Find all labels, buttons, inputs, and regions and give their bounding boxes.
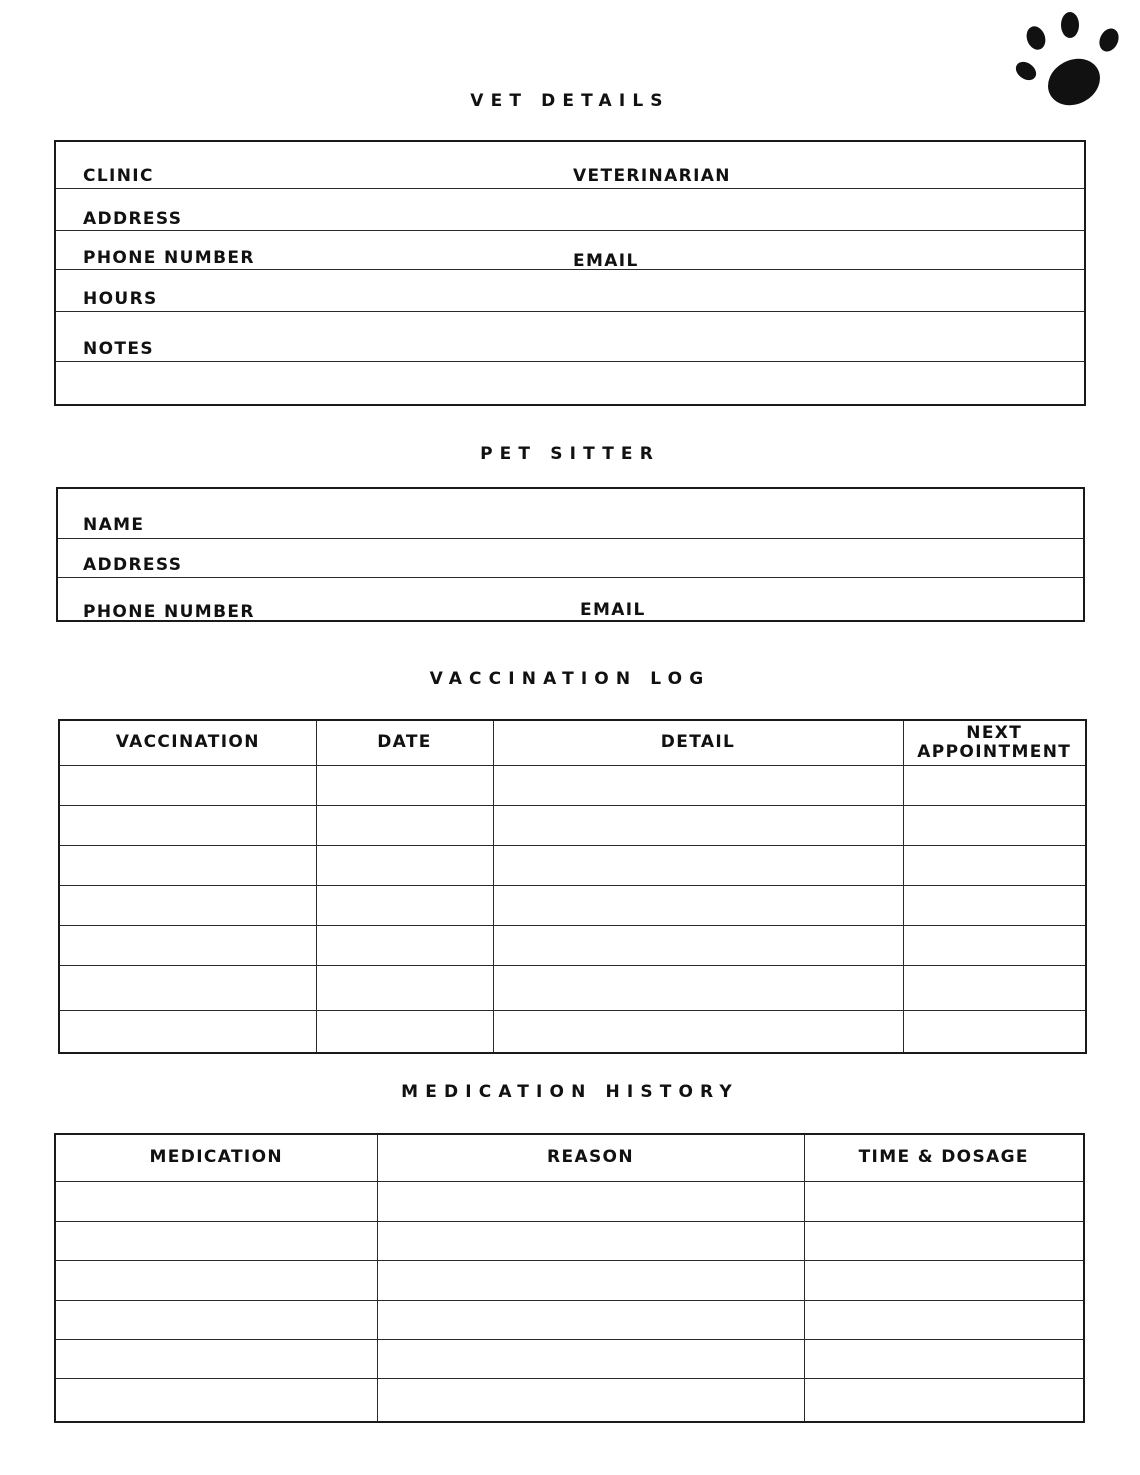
table-cell[interactable]: [804, 1339, 1084, 1378]
table-cell[interactable]: [903, 845, 1086, 885]
table-cell[interactable]: [804, 1378, 1084, 1422]
table-cell[interactable]: [316, 925, 493, 965]
table-cell[interactable]: [55, 1260, 377, 1300]
table-cell[interactable]: [59, 765, 316, 805]
table-cell[interactable]: [493, 885, 903, 925]
table-cell[interactable]: [903, 965, 1086, 1010]
vaccination-header-row: [59, 720, 1086, 765]
table-cell[interactable]: [59, 1010, 316, 1053]
vet-address-label: ADDRESS: [83, 209, 183, 229]
table-cell[interactable]: [493, 1010, 903, 1053]
sitter-phone-label: PHONE NUMBER: [83, 602, 255, 622]
table-cell[interactable]: [55, 1181, 377, 1221]
sitter-row-name: [58, 489, 1083, 539]
table-row: [55, 1221, 1084, 1260]
table-cell[interactable]: [804, 1300, 1084, 1339]
table-cell[interactable]: [377, 1181, 804, 1221]
medication-col-header: MEDICATION: [55, 1134, 377, 1181]
table-cell[interactable]: [59, 805, 316, 845]
table-cell[interactable]: [377, 1260, 804, 1300]
table-cell[interactable]: [316, 845, 493, 885]
table-cell[interactable]: [493, 765, 903, 805]
table-cell[interactable]: [903, 765, 1086, 805]
table-cell[interactable]: [55, 1221, 377, 1260]
vaccination-log-title: VACCINATION LOG: [429, 669, 711, 689]
table-cell[interactable]: [55, 1300, 377, 1339]
medication-history-title: MEDICATION HISTORY: [401, 1082, 739, 1102]
table-cell[interactable]: [903, 885, 1086, 925]
next-appointment-col-header: [903, 720, 1086, 765]
clinic-label: CLINIC: [83, 166, 154, 186]
table-cell[interactable]: [903, 805, 1086, 845]
reason-col-header: REASON: [377, 1134, 804, 1181]
table-cell[interactable]: [316, 1010, 493, 1053]
table-cell[interactable]: [377, 1339, 804, 1378]
vet-row-notes: [56, 312, 1084, 362]
hours-label: HOURS: [83, 289, 158, 309]
table-cell[interactable]: [903, 925, 1086, 965]
table-cell[interactable]: [493, 845, 903, 885]
table-row: [55, 1339, 1084, 1378]
vet-details-title: VET DETAILS: [470, 91, 670, 111]
table-cell[interactable]: [493, 805, 903, 845]
sitter-row-address: [58, 539, 1083, 578]
table-cell[interactable]: [804, 1260, 1084, 1300]
vet-row-hours: [56, 270, 1084, 312]
vet-row-clinic: [56, 142, 1084, 189]
table-cell[interactable]: [59, 925, 316, 965]
next-appointment-line-1: NEXT: [966, 722, 1023, 743]
table-cell[interactable]: [377, 1378, 804, 1422]
table-cell[interactable]: [493, 965, 903, 1010]
table-row: [59, 885, 1086, 925]
table-cell[interactable]: [316, 765, 493, 805]
table-cell[interactable]: [59, 965, 316, 1010]
table-cell[interactable]: [804, 1221, 1084, 1260]
veterinarian-label: VETERINARIAN: [573, 166, 731, 186]
table-row: [59, 805, 1086, 845]
table-cell[interactable]: [804, 1181, 1084, 1221]
pet-sitter-box: [56, 487, 1085, 622]
table-cell[interactable]: [377, 1221, 804, 1260]
table-cell[interactable]: [316, 805, 493, 845]
sitter-address-label: ADDRESS: [83, 555, 183, 575]
vaccination-log-table: [58, 719, 1087, 1054]
vet-details-box: [54, 140, 1086, 406]
vet-phone-label: PHONE NUMBER: [83, 248, 255, 268]
table-cell[interactable]: [316, 885, 493, 925]
next-appointment-line-2: APPOINTMENT: [917, 741, 1072, 762]
table-row: [59, 845, 1086, 885]
table-row: [55, 1300, 1084, 1339]
table-row: [59, 765, 1086, 805]
table-row: [59, 1010, 1086, 1053]
time-dosage-col-header: TIME & DOSAGE: [804, 1134, 1084, 1181]
table-cell[interactable]: [59, 885, 316, 925]
table-cell[interactable]: [316, 965, 493, 1010]
table-row: [55, 1260, 1084, 1300]
notes-label: NOTES: [83, 339, 154, 359]
table-cell[interactable]: [493, 925, 903, 965]
table-cell[interactable]: [59, 845, 316, 885]
sitter-email-label: EMAIL: [580, 600, 646, 620]
table-row: [55, 1181, 1084, 1221]
table-row: [59, 965, 1086, 1010]
date-col-header: DATE: [316, 720, 493, 765]
table-row: [59, 925, 1086, 965]
table-cell[interactable]: [55, 1378, 377, 1422]
table-cell[interactable]: [55, 1339, 377, 1378]
vaccination-col-header: VACCINATION: [59, 720, 316, 765]
vet-email-label: EMAIL: [573, 251, 639, 271]
detail-col-header: DETAIL: [493, 720, 903, 765]
medication-history-table: [54, 1133, 1085, 1423]
medication-header-row: [55, 1134, 1084, 1181]
vet-row-address: [56, 189, 1084, 231]
pet-sitter-title: PET SITTER: [480, 444, 660, 464]
sitter-name-label: NAME: [83, 515, 145, 535]
table-cell[interactable]: [903, 1010, 1086, 1053]
table-row: [55, 1378, 1084, 1422]
table-cell[interactable]: [377, 1300, 804, 1339]
